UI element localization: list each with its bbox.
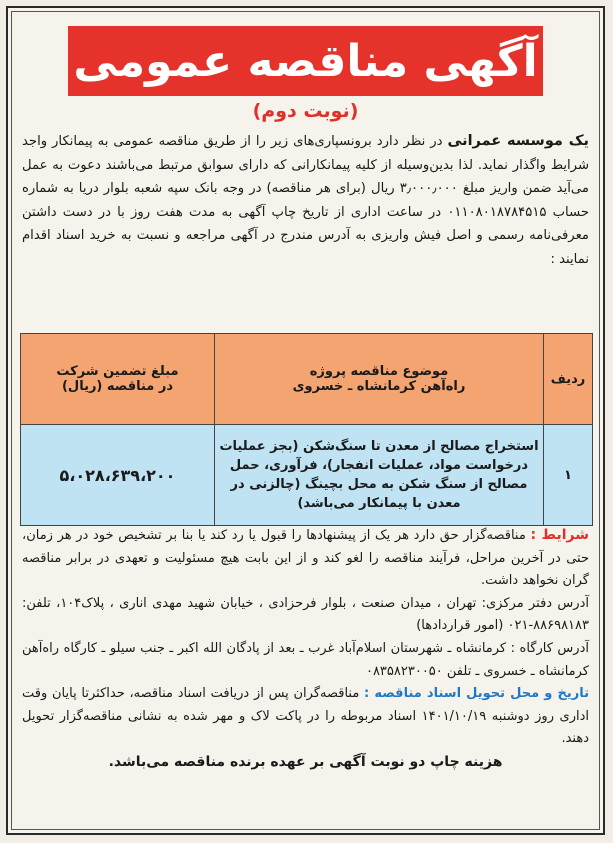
tender-table <box>20 333 593 526</box>
notice-subtitle: (نوبت دوم) <box>252 100 359 122</box>
header-guarantee: مبلغ تضمین شرکت در مناقصه (ریال) <box>21 334 215 425</box>
organization-name: یک موسسه عمرانی <box>447 133 589 149</box>
tender-notice <box>6 6 605 835</box>
conditions-section <box>22 524 589 593</box>
banner-title: آگهی مناقصه عمومی <box>73 35 538 87</box>
intro-text: در نظر دارد برونسپاری‌های زیر را از طریق مناقصه عمومی به پیمانکار واجد شرایط واگذار نماید. لذا بدین‌وسیله از کلیه پیمانکارانی که دارای سوابق مرتبط می‌باشند دعوت به عمل می‌آید ضمن واریز مبلغ ۳٫۰۰۰٫۰۰۰ ریال (برای هر مناقصه) در وجه بانک سپه شعبه بلوار دریا به شماره حساب ۰۱۱۰۸۰۱۸۷۸۴۵۱۵ در ساعت اداری از تاریخ چاپ آگهی به مدت هفت روز با در دست داشتن معرفی‌نامه رسمی و اصل فیش واریزی به آدرس مندرج در آگهی مراجعه و نسبت به خرید اسناد اقدام نمایند : <box>22 134 589 267</box>
notice-body <box>22 524 589 774</box>
header-subject: موضوع مناقصه پروژه راه‌آهن کرمانشاه ـ خسروی <box>215 334 544 425</box>
delivery-label: تاریخ و محل تحویل اسناد مناقصه : <box>364 686 589 702</box>
header-row-number: ردیف <box>544 334 593 425</box>
table-row <box>21 425 593 526</box>
table-header-row <box>21 334 593 425</box>
conditions-label: شرایط : <box>530 527 589 543</box>
notice-banner <box>68 26 543 96</box>
central-office-address: آدرس دفتر مرکزی: تهران ، میدان صنعت ، بلوار فرحزادی ، خیابان شهید مهدی اناری ، پلاک۱۰۴، تلفن: ۸۸۶۹۸۱۸۳-۰۲۱ (امور قراردادها) <box>22 595 589 634</box>
workshop-address: آدرس کارگاه : کرمانشاه ـ شهرستان اسلام‌آباد غرب ـ بعد از پادگان الله اکبر ـ جنب سیلو ـ کارگاه راه‌آهن کرمانشاه ـ خسروی ـ تلفن ۰۸۳۵۸۲۳۰۰۵۰ <box>22 640 589 679</box>
conditions-text: مناقصه‌گزار حق دارد هر یک از پیشنهادها را قبول یا رد کند یا بنا بر تشخیص خود در هر زمان، حتی در آخرین مراحل، فرآیند مناقصه را لغو کند و از این بابت هیچ مسئولیت و تعهدی در برابر مناقصه گران نخواهد داشت. <box>22 528 589 589</box>
intro-paragraph <box>22 130 589 271</box>
delivery-section <box>22 683 589 751</box>
row-subject: استخراج مصالح از معدن تا سنگ‌شکن (بجز عملیات درخواست مواد، عملیات انفجار)، فرآوری، حمل مصالح از سنگ شکن به محل بچینگ (چالزنی در معدن با پیمانکار می‌باشد) <box>215 425 544 526</box>
row-number: ۱ <box>544 425 593 526</box>
row-guarantee: ۵،۰۲۸،۶۳۹،۲۰۰ <box>21 425 215 526</box>
delivery-text: مناقصه‌گران پس از دریافت اسناد مناقصه، حداکثرتا پایان وقت اداری روز دوشنبه ۱۴۰۱/۱۰/۱۹ اسناد مربوطه را در پاکت لاک و مهر شده به نشانی مناقصه‌گزار تحویل دهند. <box>22 686 589 747</box>
footer-note: هزینه چاپ دو نوبت آگهی بر عهده برنده مناقصه می‌باشد. <box>108 753 503 770</box>
